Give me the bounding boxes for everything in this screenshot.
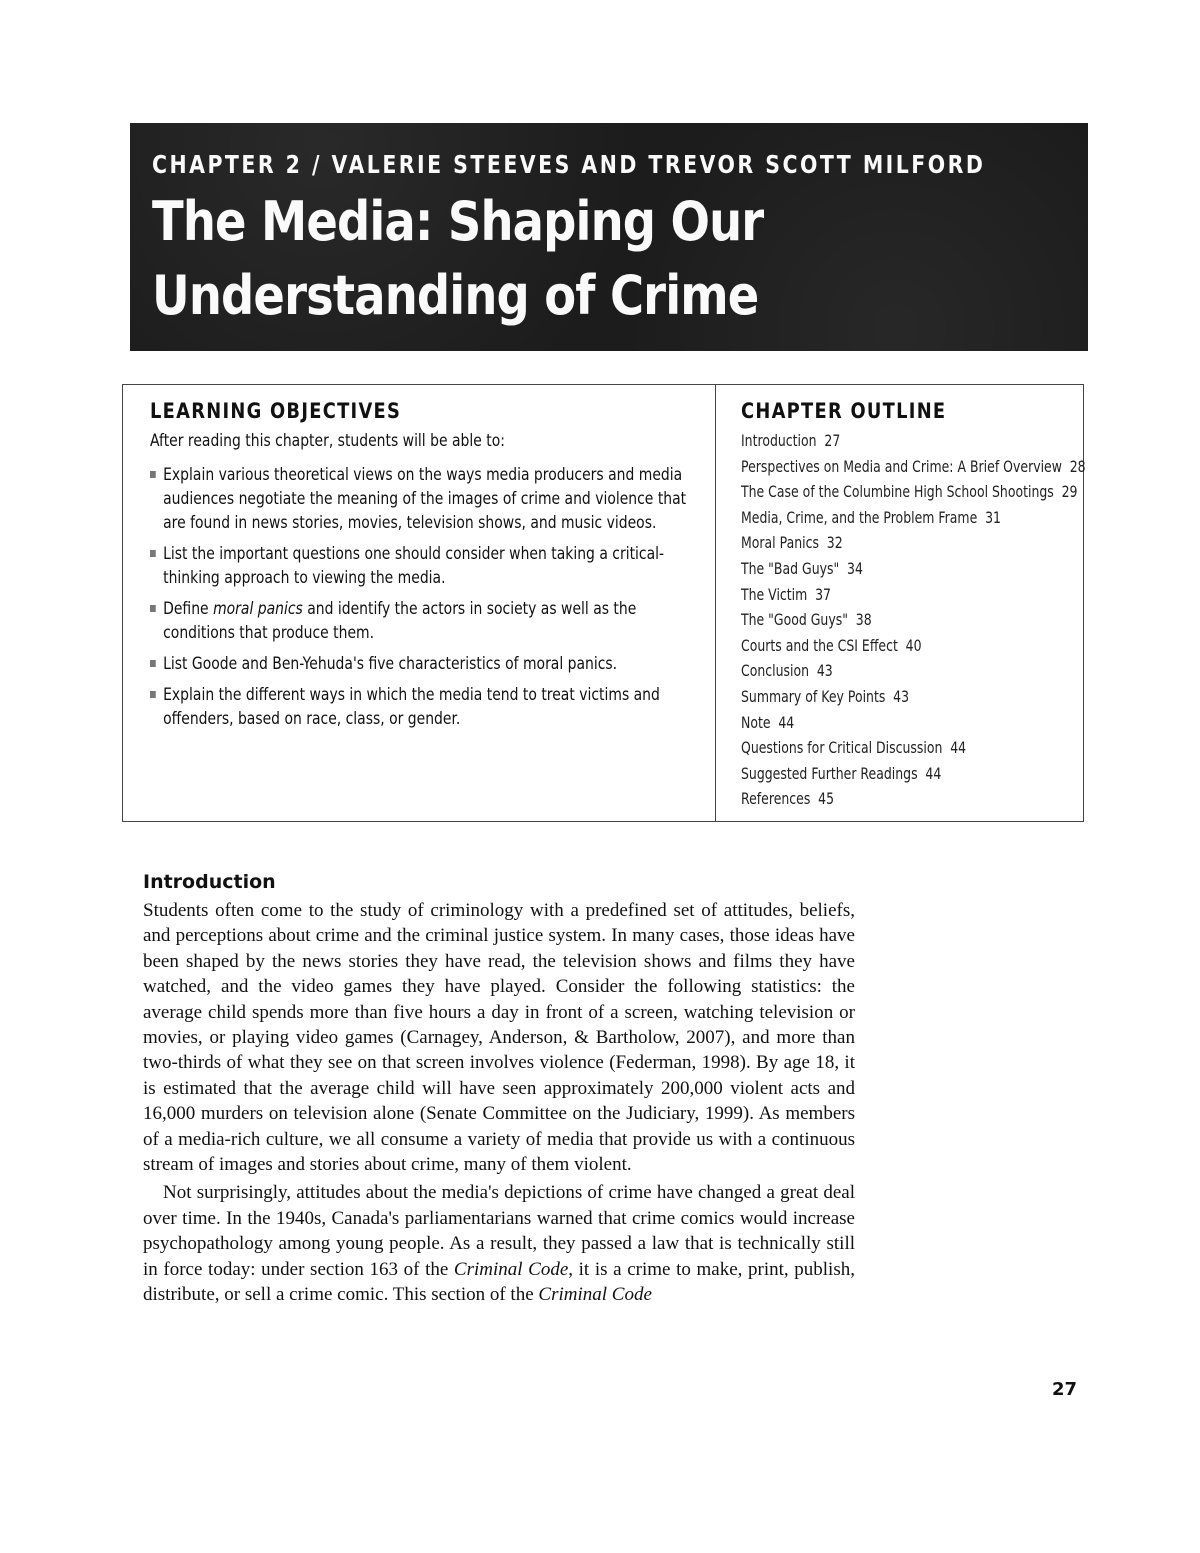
outline-item-title: Summary of Key Points — [741, 686, 886, 706]
outline-item-page: 43 — [816, 661, 833, 681]
outline-item-title: The Case of the Columbine High School Shootings — [741, 482, 1054, 502]
outline-item-title: The Victim — [741, 584, 808, 604]
outline-item-title: Note — [741, 712, 771, 732]
outline-item-page: 44 — [925, 763, 942, 783]
objective-text: List the important questions one should consider when taking a critical-thinking approach to viewing the media. — [163, 544, 665, 588]
chapter-author-line: CHAPTER 2 / VALERIE STEEVES AND TREVOR SCOTT MILFORD — [152, 150, 986, 179]
outline-item-title: Media, Crime, and the Problem Frame — [741, 507, 978, 527]
outline-item-title: Moral Panics — [741, 533, 819, 553]
outline-item-title: Conclusion — [741, 661, 810, 681]
outline-item-page: 28 — [1069, 456, 1086, 476]
outline-item — [741, 479, 1078, 505]
outline-item-page: 37 — [815, 584, 831, 604]
learning-objectives-intro: After reading this chapter, students will be able to: — [150, 431, 505, 451]
objective-item — [150, 652, 704, 676]
outline-item-title: Questions for Critical Discussion — [741, 738, 943, 758]
outline-item — [741, 658, 1006, 684]
square-bullet-icon — [150, 660, 156, 667]
outline-item — [741, 428, 1006, 454]
chapter-outline-list — [741, 428, 1086, 812]
outline-item-page: 27 — [824, 431, 841, 450]
outline-item-page: 34 — [847, 558, 863, 578]
introduction-heading: Introduction — [143, 871, 276, 893]
learning-objectives-list — [150, 463, 710, 731]
objective-item — [150, 683, 704, 731]
outline-item — [741, 786, 1006, 812]
objective-item — [150, 463, 704, 535]
learning-objectives-panel — [150, 397, 710, 738]
outline-item-title: Suggested Further Readings — [741, 763, 918, 783]
objective-item — [150, 542, 704, 590]
paragraph-2-text-2: , it is a crime to make, print, publish, distribute, or sell a crime comic. This section of the — [143, 1258, 855, 1306]
outline-item-title: Perspectives on Media and Crime: A Brief Overview — [741, 456, 1062, 476]
outline-item-page: 31 — [985, 507, 1001, 527]
objective-emphasis: moral panics — [213, 599, 303, 619]
objective-text: List Goode and Ben-Yehuda's five characteristics of moral panics. — [163, 654, 618, 674]
chapter-title: The Media: Shaping Our Understanding of Crime — [152, 190, 764, 327]
square-bullet-icon — [150, 691, 156, 698]
outline-item — [741, 556, 1006, 582]
square-bullet-icon — [150, 471, 156, 478]
outline-item-title: The "Good Guys" — [741, 610, 848, 630]
objective-item — [150, 597, 704, 645]
outline-item-page: 40 — [905, 635, 922, 655]
outline-item — [741, 633, 1006, 659]
outline-item — [741, 735, 1006, 761]
outline-item — [741, 582, 1006, 608]
chapter-outline-heading: CHAPTER OUTLINE — [741, 399, 947, 423]
outline-item-page: 32 — [826, 533, 843, 553]
introduction-body — [143, 898, 855, 1308]
paragraph-2-text-1: Not surprisingly, attitudes about the media's depictions of crime have changed a great deal over time. In the 1940s, Canada's parliamentarians warned that crime comics would increase psychopathology among young people. As a result, they passed a law that is technically still in force today: under section 163 of the — [143, 1182, 855, 1280]
introduction-paragraph-1: Students often come to the study of criminology with a predefined set of attitudes, beliefs, and perceptions about crime and the criminal justice system. In many cases, those ideas have been shaped by the news stories they have read, the television shows and films they have watched, and the video games they have played. Consider the following statistics: the average child spends more than five hours a day in front of a screen, watching television or movies, or playing video games (Carnagey, Anderson, & Bartholow, 2007), and more than two-thirds of what they see on that screen involves violence (Federman, 1998). By age 18, it is estimated that the average child will have seen approximately 200,000 violent acts and 16,000 murders on television alone (Senate Committee on the Judiciary, 1999). As members of a media-rich culture, we all consume a variety of media that provide us with a continuous stream of images and stories about crime, many of them violent. — [143, 900, 855, 1176]
outline-item-title: References — [741, 789, 811, 809]
outline-item — [741, 505, 1006, 531]
objective-text-before: Define — [163, 599, 214, 619]
chapter-outline-panel — [741, 397, 1086, 812]
outline-item-page: 38 — [855, 610, 872, 630]
outline-item — [741, 710, 1006, 736]
outline-item — [741, 607, 1006, 633]
objective-text: Explain the different ways in which the media tend to treat victims and offenders, based on race, class, or gender. — [163, 685, 660, 729]
outline-item — [741, 530, 1006, 556]
outline-item-page: 29 — [1061, 482, 1078, 502]
outline-item — [741, 454, 1086, 480]
outline-item — [741, 684, 1006, 710]
outline-item — [741, 761, 1006, 787]
outline-item-page: 43 — [893, 686, 910, 706]
square-bullet-icon — [150, 605, 156, 612]
chapter-header-band — [130, 123, 1088, 351]
outline-item-title: The "Bad Guys" — [741, 558, 840, 578]
paragraph-2-italic-1: Criminal Code — [453, 1258, 569, 1280]
outline-item-title: Introduction — [741, 431, 817, 450]
outline-item-page: 44 — [778, 712, 795, 732]
info-box-divider — [715, 385, 716, 821]
outline-item-title: Courts and the CSI Effect — [741, 635, 898, 655]
objective-text-after: and identify the actors in society as well as the conditions that produce them. — [163, 599, 637, 643]
square-bullet-icon — [150, 550, 156, 557]
page-number: 27 — [1052, 1379, 1078, 1400]
chapter-info-box — [122, 384, 1084, 822]
outline-item-page: 44 — [950, 738, 967, 758]
objective-text: Explain various theoretical views on the ways media producers and media audiences negotiate the meaning of the images of crime and violence that are found in news stories, movies, television shows, and music videos. — [163, 465, 687, 533]
learning-objectives-heading: LEARNING OBJECTIVES — [150, 399, 402, 423]
introduction-paragraph-2 — [143, 1180, 855, 1307]
outline-item-page: 45 — [818, 789, 835, 809]
paragraph-2-italic-2: Criminal Code — [538, 1284, 652, 1306]
